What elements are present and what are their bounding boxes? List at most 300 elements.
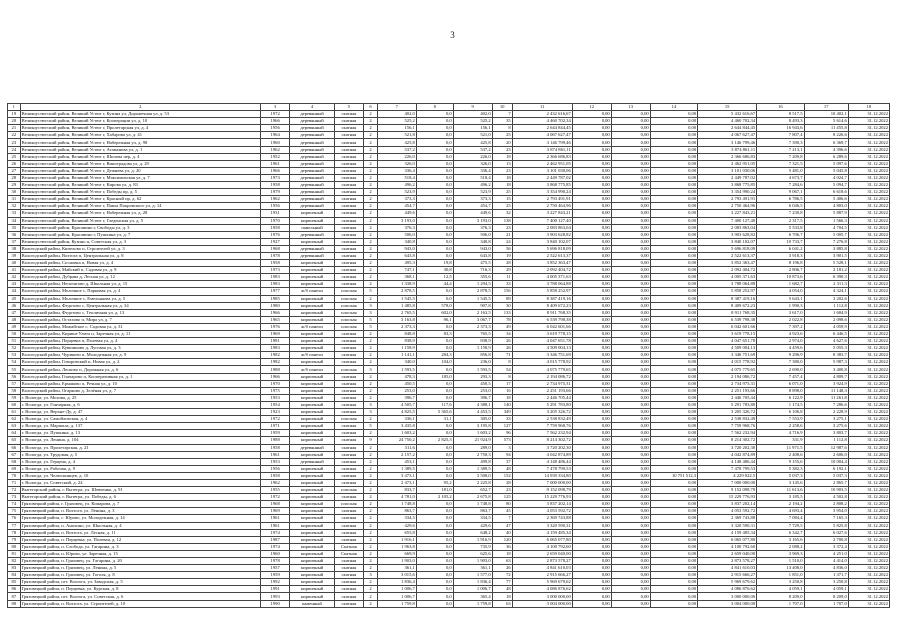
table-cell: 1987: [260, 536, 290, 543]
table-cell: 4 067 627,47: [512, 132, 572, 139]
table-cell: 1970: [260, 217, 290, 224]
table-cell: 1978: [260, 558, 290, 565]
table-cell: 31.12.2022: [848, 118, 889, 125]
table-cell: 1 748,8: [453, 501, 492, 508]
data-table: [7, 103, 890, 608]
table-cell: кирпичный: [290, 529, 334, 536]
table-cell: 361,1: [377, 565, 416, 572]
table-cell: 8 226,6: [804, 132, 848, 139]
table-cell: 2: [364, 451, 378, 458]
table-cell: скатная: [334, 252, 364, 259]
table-cell: 78: [492, 316, 512, 323]
table-cell: 1969: [260, 331, 290, 338]
table-cell: 1 593,5: [453, 366, 492, 373]
table-cell: скатная: [334, 182, 364, 189]
table-row: [8, 515, 890, 522]
table-cell: 0,00: [611, 139, 650, 146]
table-cell: Великоустюгский район, Великий Устюг г, Красный пр, д. 62: [20, 196, 260, 203]
table-cell: 1960: [260, 139, 290, 146]
table-cell: 5 037,3: [757, 472, 804, 479]
table-cell: 31: [8, 196, 21, 203]
table-cell: Грязовецкий район, п. Слобода, ул. Гагарина, д. 3: [20, 543, 260, 550]
table-cell: кирпичный: [290, 380, 334, 387]
table-row: [8, 550, 890, 557]
table-cell: 11 261,8: [804, 394, 848, 401]
table-cell: 0,00: [611, 586, 650, 593]
table-cell: 31.12.2022: [848, 522, 889, 529]
table-cell: 31.12.2022: [848, 472, 889, 479]
table-cell: 0,0: [416, 380, 453, 387]
table-cell: 31.12.2022: [848, 323, 889, 330]
table-cell: 2 408,6: [757, 451, 804, 458]
table-cell: 0,00: [572, 302, 611, 309]
table-cell: 10 733,7: [757, 238, 804, 245]
table-cell: 7 553,9: [757, 416, 804, 423]
table-cell: 1966: [260, 118, 290, 125]
table-cell: 7 562 232,94: [698, 430, 757, 437]
table-cell: Вологодский район, Говоровский п, Новая ул, д. 2: [20, 359, 260, 366]
table-cell: 1 684,9: [804, 309, 848, 316]
table-cell: Великоустюгский район, Красавино г, Свободы ул, д. 3: [20, 224, 260, 231]
table-cell: 0,00: [650, 387, 697, 394]
table-cell: 0,00: [650, 309, 697, 316]
table-cell: 0,00: [572, 182, 611, 189]
table-cell: ж/б панели: [290, 323, 334, 330]
table-cell: Великоустюгский район, Великий Устюг г, Кооперации ул, д. 10: [20, 118, 260, 125]
table-cell: плоская: [334, 487, 364, 494]
table-cell: 31.12.2022: [848, 572, 889, 579]
table-cell: 625,6: [453, 550, 492, 557]
table-cell: 7 000 000,00: [698, 479, 757, 486]
table-cell: 3 250,8: [804, 579, 848, 586]
table-cell: Скатная: [334, 550, 364, 557]
table-cell: деревянный: [290, 245, 334, 252]
column-number-cell: 4: [290, 104, 334, 111]
table-cell: 3 227 843,21: [512, 210, 572, 217]
table-cell: 7 478 799,53: [698, 465, 757, 472]
table-cell: 499,8: [453, 458, 492, 465]
table-cell: 31.12.2022: [848, 196, 889, 203]
table-row: [8, 245, 890, 252]
table-cell: 5 291 783,80: [512, 401, 572, 408]
table-cell: 31.12.2022: [848, 394, 889, 401]
table-cell: 361,1: [453, 565, 492, 572]
table-cell: 907,8: [453, 302, 492, 309]
table-cell: 0,00: [572, 444, 611, 451]
table-cell: скатная: [334, 125, 364, 132]
table-cell: 4 453,5: [453, 409, 492, 416]
document-sheet: [7, 103, 890, 608]
table-cell: 3: [364, 366, 378, 373]
table-cell: 0,00: [611, 515, 650, 522]
table-cell: 2 194 086,72: [698, 373, 757, 380]
table-cell: 49: [492, 323, 512, 330]
table-cell: 47: [8, 309, 21, 316]
table-cell: кирпичный: [290, 494, 334, 501]
table-cell: 0,00: [611, 352, 650, 359]
table-cell: 2 793 491,91: [698, 196, 757, 203]
table-cell: 8 911 768,35: [512, 309, 572, 316]
table-cell: 2 105,2: [416, 494, 453, 501]
table-cell: 2: [364, 593, 378, 600]
table-cell: 0,00: [572, 472, 611, 479]
table-cell: 37: [8, 238, 21, 245]
table-cell: 5: [364, 316, 378, 323]
table-cell: 3 146 799,46: [698, 139, 757, 146]
table-cell: 54: [8, 359, 21, 366]
table-cell: 0,00: [611, 118, 650, 125]
table-cell: 29: [8, 182, 21, 189]
table-cell: Скатная: [334, 543, 364, 550]
table-cell: 3 885,8: [804, 245, 848, 252]
table-cell: 5 432 616,67: [698, 111, 757, 118]
table-cell: Грязовецкий район, п. Вохтога, ул. Строителей, д. 10: [20, 600, 260, 607]
table-cell: скатная: [334, 281, 364, 288]
table-cell: 0,00: [650, 345, 697, 352]
table-cell: 1978: [260, 252, 290, 259]
table-cell: 36: [492, 543, 512, 550]
table-cell: 2 449 787,02: [512, 174, 572, 181]
table-header-row: [8, 104, 890, 111]
table-row: [8, 572, 890, 579]
table-cell: 6 786,5: [757, 196, 804, 203]
table-cell: 0,0: [416, 465, 453, 472]
table-cell: 0,00: [572, 529, 611, 536]
table-cell: 1971: [260, 423, 290, 430]
table-cell: Вологодский район, Непотягово д, Школьная ул, д. 15: [20, 281, 260, 288]
table-cell: кирпичный: [290, 479, 334, 486]
table-cell: деревянный: [290, 125, 334, 132]
table-cell: 2 808,2: [804, 501, 848, 508]
table-cell: 31.12.2022: [848, 579, 889, 586]
table-cell: 0,00: [650, 316, 697, 323]
table-cell: плоская: [334, 288, 364, 295]
table-cell: скатная: [334, 210, 364, 217]
table-cell: 537,2: [377, 146, 416, 153]
table-cell: 31.12.2022: [848, 565, 889, 572]
table-cell: 156,1: [377, 125, 416, 132]
table-cell: 18: [492, 174, 512, 181]
table-cell: 31.12.2022: [848, 359, 889, 366]
table-cell: г. Вологда, ул. Трудовая, д. 5: [20, 451, 260, 458]
table-cell: 0,00: [650, 401, 697, 408]
table-cell: 2: [364, 295, 378, 302]
table-cell: 521,8: [377, 132, 416, 139]
table-cell: г. Вологда, ул. Гончарная, д. 6: [20, 401, 260, 408]
table-cell: Вологодский район, Дубрава д, Лесная ул, д. 12: [20, 274, 260, 281]
table-cell: 2: [364, 238, 378, 245]
table-cell: Великоустюгский район, Великий Устюг г, Победы пр, д. 5: [20, 189, 260, 196]
table-cell: 2: [364, 465, 378, 472]
table-cell: 1972: [260, 494, 290, 501]
column-number-cell: 18: [848, 104, 889, 111]
table-row: [8, 423, 890, 430]
table-cell: 11 613,6: [757, 487, 804, 494]
table-cell: 2: [364, 167, 378, 174]
table-cell: 4 042 874,89: [512, 451, 572, 458]
table-cell: 18: [492, 182, 512, 189]
table-cell: 2 915 666,27: [698, 572, 757, 579]
table-cell: 3 146 799,46: [512, 139, 572, 146]
table-cell: 0,00: [611, 437, 650, 444]
table-cell: 2: [364, 345, 378, 352]
table-cell: скатная: [334, 245, 364, 252]
table-cell: 21 924,9: [453, 437, 492, 444]
table-cell: 2: [364, 231, 378, 238]
table-cell: 0,00: [611, 487, 650, 494]
table-cell: 0,00: [572, 203, 611, 210]
table-cell: кирпичный: [290, 487, 334, 494]
table-row: [8, 529, 890, 536]
table-cell: 0,0: [416, 224, 453, 231]
table-cell: скатная: [334, 586, 364, 593]
table-cell: 0,00: [650, 274, 697, 281]
table-cell: г. Вологда, ул. Самойловская, д. 4: [20, 416, 260, 423]
table-cell: 0,0: [416, 593, 453, 600]
table-cell: 7 400 127,40: [512, 217, 572, 224]
table-cell: 31.12.2022: [848, 345, 889, 352]
table-cell: Великоустюгский район, Великий Устюг г, Виноградова ул, д. 29: [20, 160, 260, 167]
table-cell: 64: [8, 430, 21, 437]
table-cell: 0,00: [611, 217, 650, 224]
column-number-cell: 7: [377, 104, 416, 111]
table-cell: 4 053 592,72: [512, 508, 572, 515]
table-cell: 9 067,1: [757, 189, 804, 196]
table-cell: 3 720 202,30: [512, 444, 572, 451]
table-cell: 31.12.2022: [848, 401, 889, 408]
table-cell: 0,0: [416, 295, 453, 302]
table-cell: 3 193,0: [377, 217, 416, 224]
table-cell: 1 006,7: [377, 586, 416, 593]
table-cell: кирпичный: [290, 416, 334, 423]
table-cell: 2 022,8: [757, 316, 804, 323]
table-cell: 0,00: [572, 437, 611, 444]
table-cell: Грязовецкий район, п. Вохтога, ул. Лесная, д. 11: [20, 529, 260, 536]
table-cell: 48: [8, 316, 21, 323]
table-cell: 0,00: [611, 316, 650, 323]
table-cell: 2 373,3: [453, 323, 492, 330]
table-cell: 1 389,5: [453, 465, 492, 472]
table-cell: 9 296,9: [757, 352, 804, 359]
table-cell: 6 342,7: [757, 529, 804, 536]
table-cell: скатная: [334, 352, 364, 359]
table-cell: 0,00: [611, 508, 650, 515]
table-cell: 0,00: [572, 189, 611, 196]
table-cell: 0,0: [416, 579, 453, 586]
table-cell: 0,00: [650, 217, 697, 224]
table-cell: 1 338,9: [377, 281, 416, 288]
table-cell: скатная: [334, 494, 364, 501]
table-cell: кирпичный: [290, 423, 334, 430]
table-cell: 0,0: [416, 196, 453, 203]
table-cell: 1961: [260, 522, 290, 529]
table-cell: 0,00: [650, 210, 697, 217]
table-cell: 0,00: [572, 111, 611, 118]
table-row: [8, 472, 890, 479]
table-cell: 26: [492, 345, 512, 352]
table-cell: 10 873,6: [757, 274, 804, 281]
table-cell: 0,0: [416, 529, 453, 536]
table-cell: 0,00: [650, 359, 697, 366]
table-cell: деревянный: [290, 174, 334, 181]
table-cell: Великоустюгский район, Кузино п, Советская ул, д. 3: [20, 238, 260, 245]
table-cell: 1 566,3: [804, 217, 848, 224]
table-cell: плоская: [334, 309, 364, 316]
table-cell: 11: [492, 274, 512, 281]
table-cell: 0,00: [611, 458, 650, 465]
table-cell: 3 788 064,88: [698, 281, 757, 288]
table-cell: 475,5: [453, 260, 492, 267]
table-cell: 1976: [260, 231, 290, 238]
table-cell: 1927: [260, 238, 290, 245]
table-cell: 0,00: [611, 309, 650, 316]
table-cell: скатная: [334, 373, 364, 380]
table-row: [8, 508, 890, 515]
table-cell: 578,0: [416, 302, 453, 309]
table-cell: 0,00: [611, 252, 650, 259]
table-cell: 84: [8, 572, 21, 579]
table-cell: 0,00: [650, 203, 697, 210]
table-cell: кирпичный: [290, 274, 334, 281]
table-cell: 65: [8, 437, 21, 444]
table-cell: 1972: [260, 416, 290, 423]
table-cell: деревянный: [290, 139, 334, 146]
table-cell: 50: [8, 331, 21, 338]
table-cell: 1966: [260, 373, 290, 380]
table-cell: 23: [492, 224, 512, 231]
table-cell: 3 320 590,31: [698, 522, 757, 529]
table-cell: 0,00: [572, 316, 611, 323]
table-cell: 7 000 000,00: [512, 479, 572, 486]
table-cell: 2: [364, 522, 378, 529]
table-cell: 4 042 874,89: [698, 451, 757, 458]
table-cell: 67: [8, 451, 21, 458]
table-cell: 5 614,6: [804, 118, 848, 125]
table-cell: 76: [8, 515, 21, 522]
table-cell: 2 225,8: [453, 479, 492, 486]
table-cell: 2: [364, 174, 378, 181]
table-cell: 1993: [260, 593, 290, 600]
table-cell: 5 037,3: [804, 472, 848, 479]
table-cell: 6 042 601,66: [698, 323, 757, 330]
table-cell: 0,00: [572, 274, 611, 281]
table-cell: 4 059,9: [804, 323, 848, 330]
table-cell: 1973: [260, 174, 290, 181]
table-cell: 89: [492, 295, 512, 302]
table-cell: 0,00: [611, 189, 650, 196]
table-cell: 833,7: [377, 487, 416, 494]
table-row: [8, 146, 890, 153]
table-cell: 0,00: [611, 366, 650, 373]
table-cell: 3 840 102,07: [512, 238, 572, 245]
table-cell: Вологодский район, Ермаково п, Речная ул, д. 10: [20, 380, 260, 387]
table-cell: 0,0: [416, 572, 453, 579]
table-cell: 3 195,8: [453, 423, 492, 430]
table-cell: 0,0: [416, 217, 453, 224]
table-cell: 7 397,2: [757, 323, 804, 330]
table-cell: 1983: [260, 345, 290, 352]
table-cell: 0,00: [650, 487, 697, 494]
table-cell: 35: [492, 118, 512, 125]
table-cell: 7 759 968,76: [698, 423, 757, 430]
table-cell: Великоустюгский район, Великий Устюг г, Павла Покровского ул, д. 14: [20, 203, 260, 210]
table-cell: 0,00: [650, 458, 697, 465]
table-cell: 31.12.2022: [848, 174, 889, 181]
table-row: [8, 437, 890, 444]
table-cell: деревянный: [290, 111, 334, 118]
table-cell: 0,00: [572, 352, 611, 359]
table-cell: 0,00: [650, 572, 697, 579]
table-cell: 4 067 627,47: [698, 132, 757, 139]
table-cell: 4 502,8: [804, 494, 848, 501]
table-cell: 156: [492, 288, 512, 295]
table-cell: 31.12.2022: [848, 274, 889, 281]
table-cell: 31.12.2022: [848, 593, 889, 600]
table-cell: 0,00: [572, 217, 611, 224]
table-cell: Грязовецкий район, пгт. Вохтога, ул. Советская, д. 6: [20, 593, 260, 600]
table-cell: 0,00: [650, 543, 697, 550]
table-cell: кирпичный: [290, 501, 334, 508]
table-cell: г. Вологда, ул. Советский, д. 24: [20, 479, 260, 486]
table-cell: 31.12.2022: [848, 252, 889, 259]
table-cell: 0,00: [572, 543, 611, 550]
table-cell: 429,6: [377, 522, 416, 529]
table-cell: 5 045,8: [804, 167, 848, 174]
table-cell: 45: [492, 508, 512, 515]
table-cell: 8 387 419,16: [512, 295, 572, 302]
table-cell: 2: [364, 203, 378, 210]
table-cell: 506,0: [453, 231, 492, 238]
table-cell: 2 369 743,88: [512, 515, 572, 522]
table-cell: 0,00: [650, 118, 697, 125]
table-cell: Вологодский район, Лесково п, Дорожная ул, д. 6: [20, 366, 260, 373]
table-cell: 0,00: [572, 515, 611, 522]
table-cell: г. Вологда, ул. Маршала, д. 137: [20, 423, 260, 430]
table-cell: 0,00: [572, 295, 611, 302]
table-row: [8, 338, 890, 345]
table-cell: 0,00: [611, 267, 650, 274]
table-cell: 0,00: [611, 465, 650, 472]
table-cell: 0,00: [650, 444, 697, 451]
table-cell: 0,00: [572, 558, 611, 565]
table-cell: 2: [364, 196, 378, 203]
table-cell: 368,1: [377, 274, 416, 281]
table-cell: 0,0: [416, 430, 453, 437]
column-number-cell: 10: [492, 104, 512, 111]
table-cell: 152: [492, 472, 512, 479]
table-cell: 2 366 686,83: [698, 153, 757, 160]
table-cell: 10 751 512,3: [650, 472, 697, 479]
table-cell: 3 145,6: [757, 479, 804, 486]
table-cell: 1976: [260, 323, 290, 330]
table-cell: 0,00: [650, 522, 697, 529]
table-cell: 0,00: [611, 572, 650, 579]
table-cell: 34: [8, 217, 21, 224]
table-cell: 4 005 371,63: [512, 274, 572, 281]
table-cell: 0,00: [611, 536, 650, 543]
table-cell: 0,00: [611, 501, 650, 508]
table-cell: скатная: [334, 331, 364, 338]
table-cell: 0,0: [416, 323, 453, 330]
table-cell: скатная: [334, 458, 364, 465]
table-cell: 2 825,3: [416, 437, 453, 444]
table-cell: 326,0: [377, 160, 416, 167]
table-cell: Вологодский район, Молочное с, Парковая ул, д. 4: [20, 288, 260, 295]
table-cell: 3 619 778,15: [698, 331, 757, 338]
table-cell: кирпичный: [290, 522, 334, 529]
table-cell: 3 874 861,11: [698, 146, 757, 153]
table-cell: 349: [492, 409, 512, 416]
